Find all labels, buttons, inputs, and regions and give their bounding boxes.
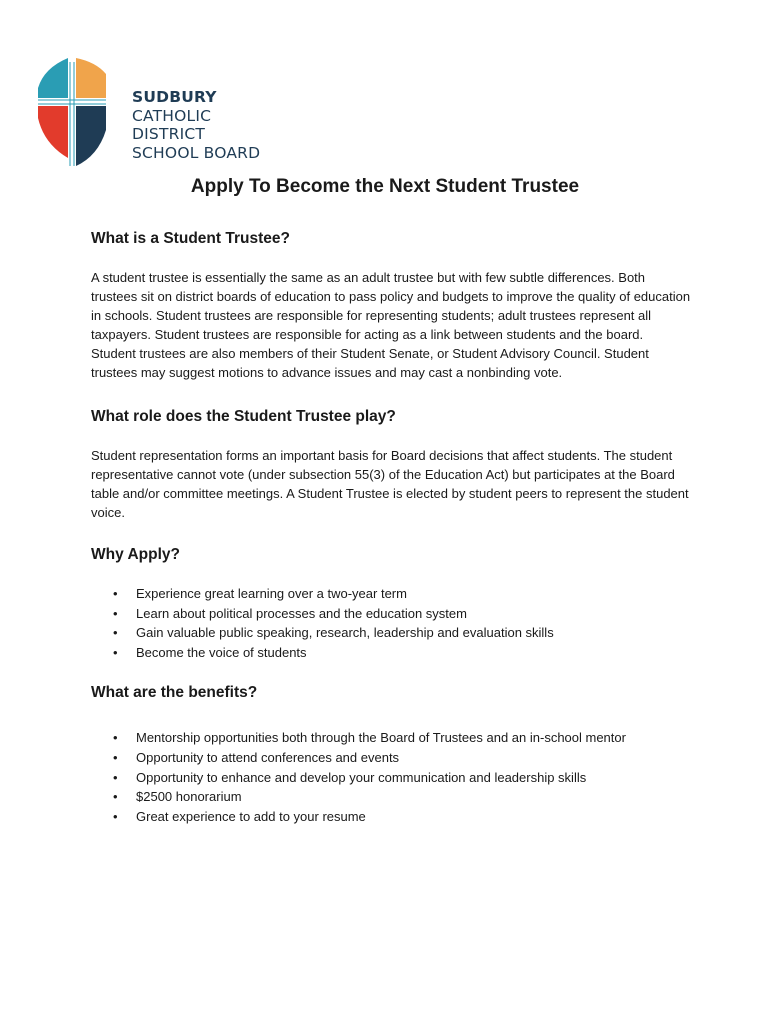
benefits-list: [91, 728, 691, 826]
list-item: • Experience great learning over a two-year term: [91, 584, 691, 604]
bullet-icon: •: [113, 749, 118, 765]
why-apply-list: [91, 584, 691, 662]
school-board-logo: [36, 58, 276, 170]
logo-wordmark: [132, 88, 260, 162]
bullet-icon: •: [113, 644, 118, 660]
bullet-icon: •: [113, 808, 118, 824]
bullet-icon: •: [113, 769, 118, 785]
heading-benefits: What are the benefits?: [91, 684, 258, 702]
bullet-icon: •: [113, 625, 118, 641]
bullet-icon: •: [113, 605, 118, 621]
cross-shield-icon: [36, 58, 108, 170]
list-item: • $2500 honorarium: [91, 787, 691, 807]
list-item: • Mentorship opportunities both through the Board of Trustees and an in-school mentor: [91, 728, 691, 748]
bullet-icon: •: [113, 789, 118, 805]
list-item: • Opportunity to enhance and develop your communication and leadership skills: [91, 768, 691, 788]
list-item: • Become the voice of students: [91, 643, 691, 663]
list-item: • Learn about political processes and the education system: [91, 604, 691, 624]
heading-why-apply: Why Apply?: [91, 546, 180, 563]
logo-line-3: DISTRICT: [132, 125, 206, 143]
bullet-icon: •: [113, 730, 118, 746]
paragraph-role: Student representation forms an important basis for Board decisions that affect students. The student representative cannot vote (under subsection 55(3) of the Education Act) but participates at the Board table and/or committee meetings. A Student Trustee is elected by student peers to represent the student voice.: [91, 448, 689, 520]
logo-line-2: CATHOLIC: [132, 106, 212, 125]
heading-role: What role does the Student Trustee play?: [91, 408, 396, 425]
list-item: • Great experience to add to your resume: [91, 807, 691, 827]
paragraph-what-is: A student trustee is essentially the same as an adult trustee but with few subtle differences. Both trustees sit on district boards of education to pass policy and budgets to improve the quality of education in schools. Student trustees are responsible for representing students; adult trustees represent all taxpayers. Student trustees are responsible for acting as a link between students and the board. Student trustees are also members of their Student Senate, or Student Advisory Council. Student trustees may suggest motions to advance issues and may cast a nonbinding vote.: [91, 270, 691, 380]
page-title: Apply To Become the Next Student Trustee: [190, 176, 580, 197]
bullet-icon: •: [113, 586, 118, 601]
document-body: [91, 230, 691, 826]
list-item: • Opportunity to attend conferences and events: [91, 748, 691, 768]
logo-line-4: SCHOOL BOARD: [132, 143, 261, 162]
logo-line-1: SUDBURY: [132, 88, 217, 106]
heading-what-is: What is a Student Trustee?: [91, 230, 290, 247]
list-item: • Gain valuable public speaking, research, leadership and evaluation skills: [91, 623, 691, 643]
